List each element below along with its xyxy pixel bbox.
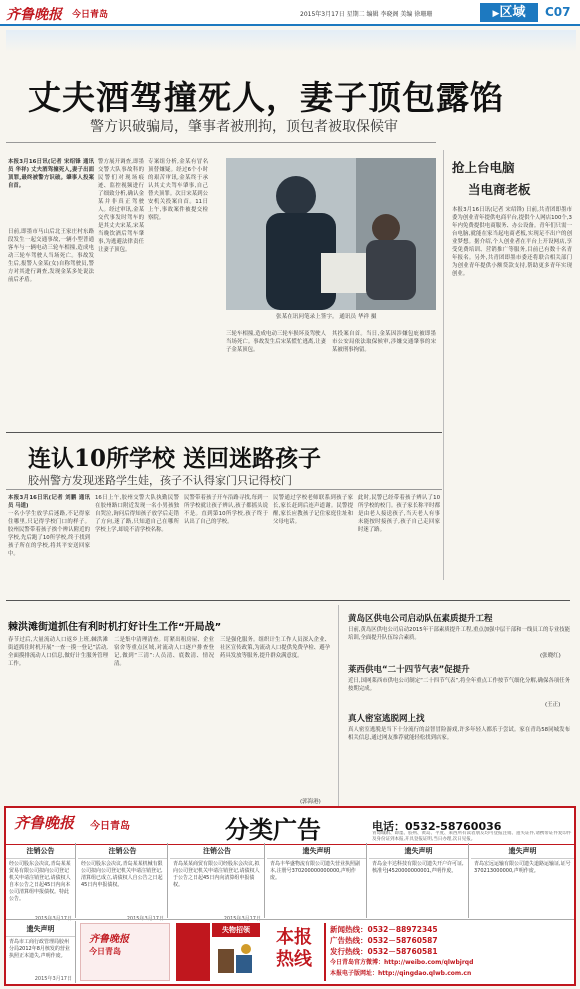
story2-byline: 本报3月16日讯(记者 刘鹏 通讯员 马道) <box>8 495 90 509</box>
story6-body: 真人密室逃脱是当下十分流行的益智冒险游戏,许多年轻人都乐于尝试。家在青岛58同城发布相关信息,通过网友推荐就能轻松找到店家。 <box>348 727 570 741</box>
badge-arrow-icon: ▶ <box>492 9 500 19</box>
story2-col1: 一名小学生放学后迷路,不记得家住哪里,只记得学校门口的样子。胶州民警带着孩子挨个辨认附近的学校,先后跑了10所学校,终于找到孩子所在的学校,将其平安送回家中。 <box>8 511 90 557</box>
classified-phone: 电话：0532-58760036 <box>372 820 502 833</box>
story2-col3: 民警带着孩子开车沿路寻找,每到一所学校就让孩子辨认,孩子都摇头说不是。直到第10所学校,孩子终于认出了自己的学校。 <box>184 495 268 525</box>
story1-headline: 丈夫酒驾撞死人，妻子顶包露馅 <box>28 78 504 117</box>
header-meta: 2015年3月17日 星期二 编辑 李晓阁 美编 徐珊珊 <box>300 11 433 18</box>
story3-col2: 二是集中清理清查。盯紧出租房屋、企业宿舍等重点区域,对流动人口逐户排查登记,做到“三清”:人员清、底数清、情况清。 <box>114 637 214 667</box>
story1-byline: 本报3月16日讯(记者 宋绍锋 通讯员 华祥) 丈夫酒驾撞死人,妻子出面顶罪,最终被警方识破。肇事人投案自首。 <box>8 159 94 189</box>
story3-headline: 棘洪滩街道抓住有利时机打好计生工作“开局战” <box>8 622 222 633</box>
story4-body: 日前,黄岛区供电公司启动2015年干部素质提升工程,重点加强中层干部和一线员工的专业技能培训,全面提升队伍综合素质。 <box>348 627 570 641</box>
story6-headline: 真人密室逃脱网上找 <box>348 714 425 724</box>
story1-col4: 三轮车相撞,造成电动三轮车损坏及驾驶人当场死亡。事故发生后宋某慌忙逃离,让妻子金某顶包。 <box>226 331 326 353</box>
ad-card: 注销公告 经公司股东会决议,青岛某某贸易有限公司拟向公司登记机关申请注销登记,请债权人自本公告之日起45日内向本公司清算组申报债权。特此公告。 <box>6 843 76 918</box>
story2-subheadline: 胶州警方发现迷路学生娃，孩子不认得家门只记得校门 <box>28 474 292 487</box>
side-title-line2: 当电商老板 <box>468 182 531 197</box>
story5-headline: 莱西供电“二十四节气表”促提升 <box>348 665 470 675</box>
story3-byline: (郭海港) <box>300 799 321 805</box>
classified-section-name: 今日青岛 <box>90 821 130 832</box>
story1-subheadline: 警方识破骗局，肇事者被刑拘，顶包者被取保候审 <box>90 119 398 135</box>
story5-byline: (王正) <box>545 702 561 708</box>
classified-promo-image: 齐鲁晚报 今日青岛 <box>80 923 170 981</box>
header-section: 今日青岛 <box>72 10 109 20</box>
photo-caption: 张某在讯问笔录上签字。 通讯员 华祥 摄 <box>276 314 377 320</box>
story5-body: 近日,国网莱西市供电公司制定“二十四节气表”,将全年重点工作按节气细化分解,确保各项任务按期完成。 <box>348 678 570 692</box>
section-badge: ▶区域 <box>480 3 538 22</box>
story4-byline: (张晓红) <box>540 653 561 659</box>
side-title-line1: 抢上台电脑 <box>452 160 515 175</box>
story3-col1: 春节过后,大量流动人口返乡上班,棘洪滩街道抓住时机开展“一查一摸一登记”活动,全面摸排流动人口信息,做好计生服务管理工作。 <box>8 637 108 667</box>
story1-col5: 其投案自首。当日,金某因涉嫌包庇被即墨市公安局依法取保候审,涉嫌交通肇事的宋某被刑事拘留。 <box>332 331 436 353</box>
ad-card: 注销公告 青岛某某商贸有限公司经股东会决议,拟向公司登记机关申请注销登记,请债权人于公告之日起45日内向清算组申报债权。 <box>170 843 265 918</box>
page-header <box>0 0 580 26</box>
classified-notice: 青岛城阳、即墨、胶州、黄岛、平度、莱西所有读者朋友均可登报注销、遗失证件,请携带证件复印件及身份证到本报,开具登报证明,当日办理,次日见报。 <box>372 831 572 842</box>
story1-col2: 警方展开调查,即墨交警大队事故科的民警们对现场痕迹、监控视频进行了细致分析,确认金某并非真正驾驶人。经过审讯,金某交代事发时驾车的是其丈夫宋某,宋某当晚饮酒后驾车肇事,为逃避法律责任让妻子顶包。 <box>98 159 144 253</box>
story1-col3: 专案组分析,金某有冒名顶替嫌疑。经过6个小时的艰苦审讯,金某终于承认其丈夫驾车肇事,自己替夫顶罪。次日宋某到公安机关投案自首。11日上午,事故案件被提交检察院。 <box>148 159 208 221</box>
hotline-block <box>268 923 568 981</box>
ad-card: 注销公告 经公司股东会决议,青岛某某机械有限公司拟向公司登记机关申请注销登记,清算组已成立,请债权人自公告之日起45日内申报债权。 <box>78 843 168 918</box>
side-body: 本报3月16日讯(记者 宋绍锋) 日前,共青团即墨市委为创业青年提供电商平台,提供个人网店100个,3年内免费提供电商服务、办公设备。青年们只需一台电脑,就能在家当起电商老板,实现足不出户的创业梦想。据介绍,个人创业者在平台上开设网店,享受免费培训、营销推广等服务,目前已有数十名青年报名。另外,共青团即墨市委还将联合相关部门为创业青年提供小额贷款支持,帮助更多青年实现创业。 <box>452 207 572 277</box>
ad-card: 遗失声明 青岛宏远运输有限公司遗失道路运输证,证号370213000000,声明作废。 <box>471 843 574 918</box>
classified-logo: 齐鲁晚报 <box>14 814 75 832</box>
story2-col4: 民警通过学校老师联系到孩子家长,家长赶到后连声道谢。民警提醒,家长应教孩子记住家庭住址和父母电话。 <box>273 495 353 525</box>
lost-ad: 遗失声明 青岛市工商行政管理局胶州分局2012年8月核发的营业执照正本遗失,声明作废。 2015年3月17日 <box>6 921 76 983</box>
page-number: C07 <box>545 5 571 19</box>
lost-items-icon <box>216 941 256 979</box>
story3-col3: 三是强化服务。组织计生工作人员深入企业、社区宣传政策,为流动人口提供免费孕检、避孕药具发放等服务,提升群众满意度。 <box>220 637 330 659</box>
story1-band <box>6 30 576 52</box>
hotline-list: 新闻热线：0532－88972345 广告热线：0532－58760587 发行热线：0532－58760581 今日青岛官方微博：http://weibo.com/qlwbjrqd 本报电子版网址：http://qingdao.qlwb.com.cn <box>330 925 474 977</box>
story1-photo <box>226 158 436 310</box>
header-logo: 齐鲁晚报 <box>6 7 62 23</box>
story4-headline: 黄岛区供电公司启动队伍素质提升工程 <box>348 614 493 624</box>
story2-col2: 16日上午,胶州交警大队执勤民警在胶州路口附近发现一名小男孩独自哭泣,询问后得知孩子放学后走错了方向,迷了路,只知道自己在哪所学校上学,却说不清学校名称。 <box>95 495 179 533</box>
ad-card: 遗失声明 青岛金丰达科技有限公司遗失开户许可证,核准号J4520000000001,声明作废。 <box>369 843 469 918</box>
police-photo-illustration <box>226 158 436 310</box>
story1-col1: 日前,即墨市马山后北王家庄村东路段发生一起交通事故,一辆小型普通客车与一辆电动三轮车相撞,造成电动三轮车驾驶人当场死亡。事故发生后,报警人金某(女)自称驾驶员,警方对其进行调查,发现金某多处说法前后矛盾。 <box>8 229 94 283</box>
ad-card: 遗失声明 青岛丰华盛物流有限公司遗失营业执照副本,注册号370200000000000,声明作废。 <box>267 843 367 918</box>
classified-title: 分类广告 <box>225 815 321 844</box>
hotline-label: 本报 热线 <box>276 927 312 970</box>
story2-col5: 此时,民警已经带着孩子辨认了10所学校的校门。孩子家长称平时都是由老人接送孩子,当天老人有事未能按时接孩子,孩子自己走回家时迷了路。 <box>358 495 440 533</box>
story2-headline: 连认10所学校 送回迷路孩子 <box>28 445 322 472</box>
lost-found-banner: 失物招领 <box>176 923 260 981</box>
qingdao-icon <box>176 923 210 981</box>
